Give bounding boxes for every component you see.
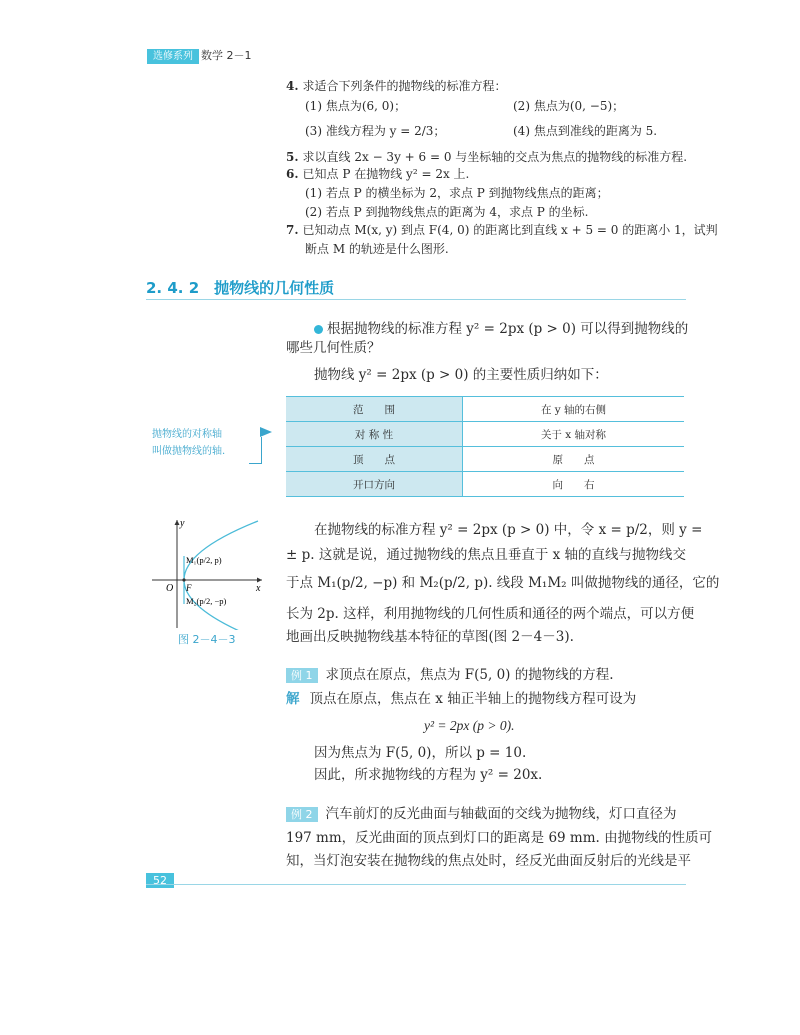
para-line-5: 地画出反映抛物线基本特征的草图(图 2－4－3). [286,629,574,645]
example-2-line-3: 知，当灯泡安装在抛物线的焦点处时，经反光曲面反射后的光线是平 [286,853,691,869]
property-value: 向 右 [463,472,685,497]
exercise-number: 6. [286,167,299,181]
exercise-7-line-2: 断点 M 的轨迹是什么图形. [305,242,449,256]
exercise-7 [286,222,718,238]
m2-label: M₂(p/2, −p) [186,596,227,606]
y-axis-arrow-icon [175,520,180,525]
m1-label: M₁(p/2, p) [186,555,222,565]
focus-point [182,578,185,581]
side-note-line-2: 叫做抛物线的轴. [152,446,226,457]
exercise-text: 求适合下列条件的抛物线的标准方程： [302,79,507,93]
bullet-dot-icon [314,325,323,334]
side-note [152,426,225,460]
table-row [286,472,684,497]
book-title: 数学 2－1 [201,49,252,62]
property-value: 关于 x 轴对称 [463,422,685,447]
side-note-bracket [249,437,262,464]
exercise-6-item-2: (2) 若点 P 到抛物线焦点的距离为 4，求点 P 的坐标. [305,205,589,219]
example-tag: 例 1 [286,668,318,683]
figure-caption: 图 2－4－3 [178,633,236,646]
para-line-3: 于点 M₁(p/2, −p) 和 M₂(p/2, p). 线段 M₁M₂ 叫做抛物线的通径，它的 [286,575,720,591]
example-2-line-2: 197 mm，反光曲面的顶点到灯口的距离是 69 mm. 由抛物线的性质可 [286,830,713,846]
solution-line-3: 因为焦点为 F(5, 0)，所以 p = 10. [314,745,527,761]
example-2-text: 汽车前灯的反光曲面与轴截面的交线为抛物线，灯口直径为 [325,806,677,822]
example-question-text: 求顶点在原点，焦点为 F(5, 0) 的抛物线的方程. [325,667,614,683]
example-tag: 例 2 [286,807,318,822]
exercise-6 [286,166,469,182]
exercise-text: 已知动点 M(x, y) 到点 F(4, 0) 的距离比到直线 x + 5 = 0 的距离小 1，试判 [302,223,718,237]
exercise-4-item-3: (3) 准线方程为 y = 2/3； [305,124,446,138]
properties-table [286,396,684,497]
origin-label: O [166,583,174,594]
intro-line-1: 根据抛物线的标准方程 y² = 2px (p > 0) 可以得到抛物线的 [327,321,689,337]
para-line-1: 在抛物线的标准方程 y² = 2px (p > 0) 中，令 x = p/2，则 y = [314,522,703,538]
exercise-6-item-1: (1) 若点 P 的横坐标为 2，求点 P 到抛物线焦点的距离； [305,186,609,200]
solution-line-1: 顶点在原点，焦点在 x 轴正半轴上的抛物线方程可设为 [309,691,637,707]
x-label: x [256,583,261,594]
example-1-question [286,666,614,684]
exercise-4-item-1: (1) 焦点为(6, 0)； [305,99,407,113]
parabola-curve [184,521,258,630]
flag-icon [258,426,274,440]
footer-divider [146,884,686,885]
example-2-line-1 [286,805,677,823]
property-key: 开口方向 [286,472,463,497]
solution-label: 解 [286,691,300,707]
section-divider [146,299,686,300]
exercise-number: 7. [286,223,299,237]
table-row [286,422,684,447]
exercise-5 [286,149,687,165]
parabola-figure [148,515,266,630]
section-title: 2. 4. 2 抛物线的几何性质 [146,279,335,297]
series-tag: 选修系列 [147,49,199,64]
solution-equation: y² = 2px (p > 0). [424,718,515,733]
exercise-4-item-2: (2) 焦点为(0, −5)； [513,99,625,113]
intro-summary: 抛物线 y² = 2px (p > 0) 的主要性质归纳如下： [314,367,608,383]
exercise-4-item-4: (4) 焦点到准线的距离为 5. [513,124,658,138]
exercise-number: 4. [286,79,299,93]
property-value: 原 点 [463,447,685,472]
table-row [286,447,684,472]
intro-line-2: 哪些几何性质？ [286,340,381,356]
table-row [286,397,684,422]
property-key: 对 称 性 [286,422,463,447]
side-note-line-1: 抛物线的对称轴 [152,429,222,440]
exercise-text: 求以直线 2x − 3y + 6 = 0 与坐标轴的交点为焦点的抛物线的标准方程. [302,150,688,164]
page-number: 52 [146,873,174,888]
property-key: 顶 点 [286,447,463,472]
x-axis-arrow-icon [257,578,262,583]
focus-label: F [186,583,192,593]
intro-question [314,320,688,338]
exercise-4 [286,78,507,94]
para-line-2: ± p. 这就是说，通过抛物线的焦点且垂直于 x 轴的直线与抛物线交 [286,547,687,563]
property-key: 范 围 [286,397,463,422]
property-value: 在 y 轴的右侧 [463,397,685,422]
solution-line-4: 因此，所求抛物线的方程为 y² = 20x. [314,767,543,783]
y-label: y [180,518,185,529]
exercise-number: 5. [286,150,299,164]
exercise-text: 已知点 P 在抛物线 y² = 2x 上. [302,167,470,181]
para-line-4: 长为 2p. 这样，利用抛物线的几何性质和通径的两个端点，可以方便 [286,606,695,622]
example-1-solution [286,690,636,708]
